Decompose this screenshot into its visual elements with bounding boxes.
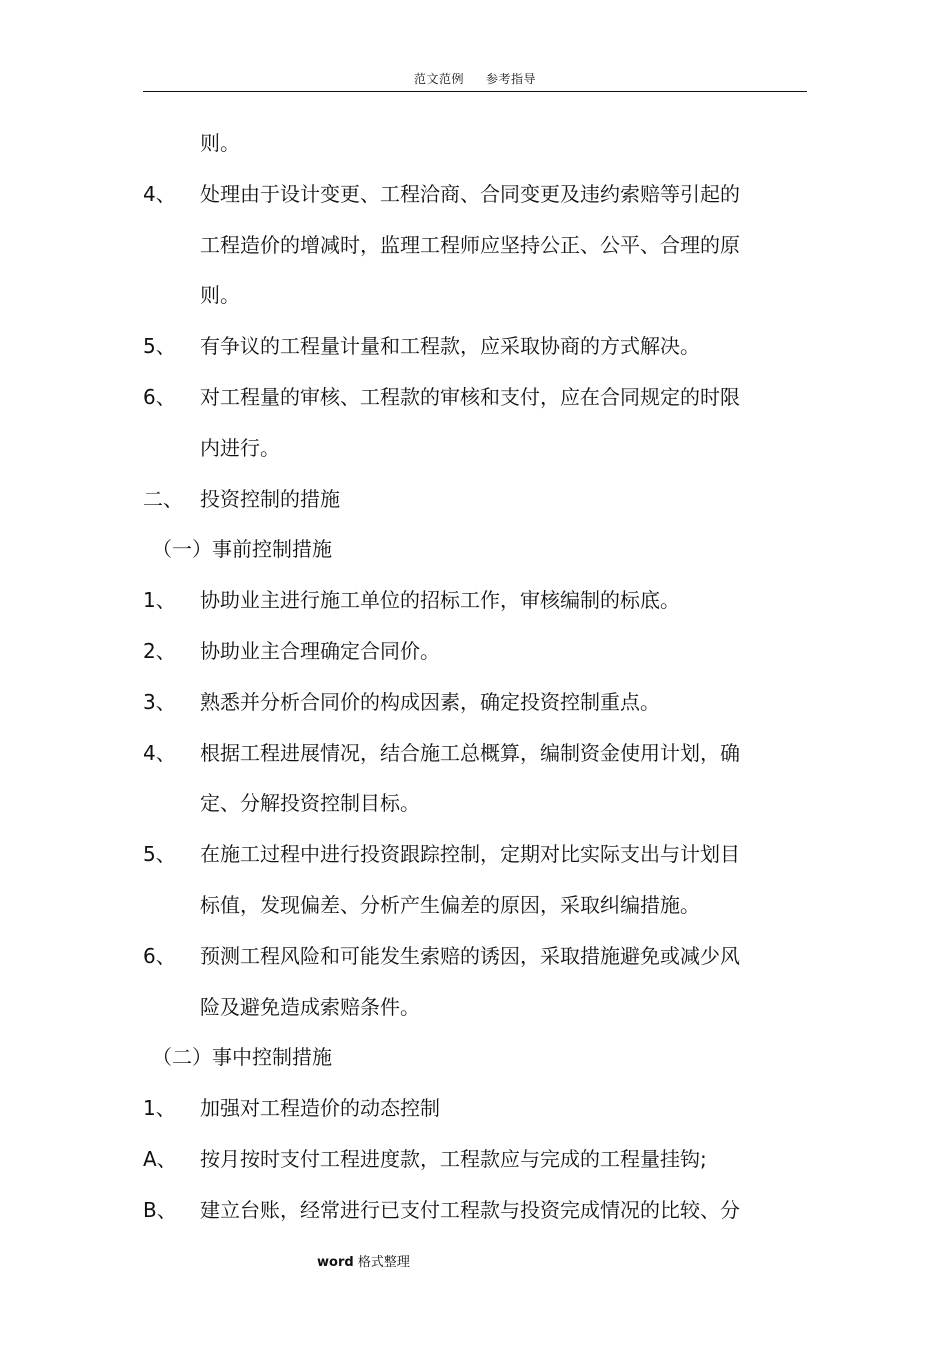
footer-word: word	[317, 1255, 354, 1270]
header-right-text: 参考指导	[486, 72, 537, 86]
item-number: 2、	[143, 639, 176, 663]
item-text: 处理由于设计变更、工程洽商、合同变更及违约索赔等引起的	[200, 181, 740, 206]
subsection-number: （二）	[152, 1045, 212, 1070]
item-number: 二、	[143, 486, 183, 511]
item-number: 1、	[143, 1096, 176, 1121]
item-number: A、	[143, 1147, 177, 1171]
subsection-number: （一）	[152, 537, 212, 562]
item-text: 险及避免造成索赔条件。	[200, 994, 420, 1019]
item-number: 4、	[143, 740, 176, 765]
item-text: 则。	[200, 283, 240, 308]
item-text: 协助业主进行施工单位的招标工作，审核编制的标底。	[200, 588, 680, 613]
item-text: 根据工程进展情况，结合施工总概算，编制资金使用计划，确	[200, 740, 740, 765]
item-text: 建立台账，经常进行已支付工程款与投资完成情况的比较、分	[200, 1197, 740, 1222]
footer-label: 格式整理	[357, 1255, 410, 1270]
item-text: 熟悉并分析合同价的构成因素，确定投资控制重点。	[200, 689, 660, 714]
subsection-title: 事前控制措施	[212, 537, 332, 562]
item-text: 在施工过程中进行投资跟踪控制，定期对比实际支出与计划目	[200, 842, 740, 867]
item-text: 加强对工程造价的动态控制	[200, 1096, 440, 1121]
item-text: 工程造价的增减时，监理工程师应坚持公正、公平、合理的原	[200, 232, 740, 257]
item-text: 有争议的工程量计量和工程款，应采取协商的方式解决。	[200, 334, 700, 359]
item-number: 4、	[143, 181, 176, 206]
item-number: 5、	[143, 334, 176, 359]
item-number: 6、	[143, 943, 176, 968]
item-number: B、	[143, 1197, 177, 1222]
item-text: 则。	[200, 131, 240, 155]
item-text: 投资控制的措施	[200, 486, 340, 511]
item-text: 按月按时支付工程进度款，工程款应与完成的工程量挂钩;	[200, 1147, 707, 1171]
header-rule	[143, 91, 807, 92]
item-text: 标值，发现偏差、分析产生偏差的原因，采取纠编措施。	[200, 893, 700, 917]
item-text: 协助业主合理确定合同价。	[200, 639, 440, 663]
item-text: 对工程量的审核、工程款的审核和支付，应在合同规定的时限	[200, 385, 740, 409]
item-number: 1、	[143, 588, 176, 613]
page-header	[0, 70, 950, 87]
item-text: 定、分解投资控制目标。	[200, 791, 420, 816]
item-number: 6、	[143, 385, 176, 409]
page-footer	[317, 1251, 410, 1270]
item-text: 内进行。	[200, 435, 280, 460]
header-left-text: 范文范例	[413, 72, 464, 86]
item-number: 5、	[143, 842, 176, 867]
subsection-title: 事中控制措施	[212, 1045, 332, 1070]
item-number: 3、	[143, 689, 176, 714]
item-text: 预测工程风险和可能发生索赔的诱因，采取措施避免或减少风	[200, 943, 740, 968]
